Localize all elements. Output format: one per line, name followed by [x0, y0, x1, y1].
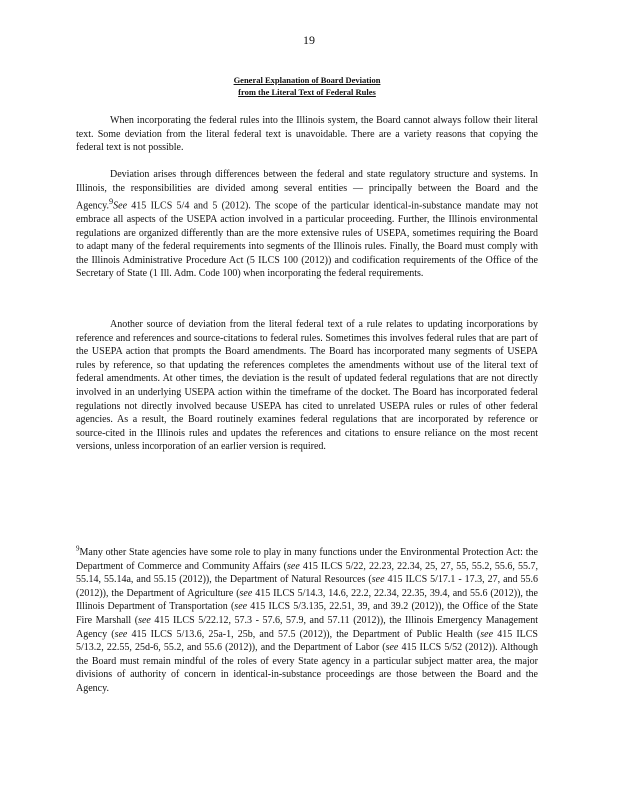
section-heading [198, 74, 416, 98]
footnote-see: see [286, 560, 300, 572]
paragraph-2-rest: The scope of the particular identical-in-substance mandate may not embrace all aspects of the USEPA action involved in a particular proceeding. Further, the Illinois environmental regulations are organized differently than are the more extensive rules of USEPA, sometimes requiring the Board to adapt many of the federal requirements into segments of the Illinois rules. Finally, the Board must comply with the Illinois Administrative Procedure Act (5 ILCS 100 (2012)) and codification requirements of the Office of the Secretary of State (1 Ill. Adm. Code 100) when incorporating the federal requirements. [76, 200, 538, 280]
footnote-part: 415 ILCS 5/17.1 - 17.3, 27, and 55.6 (2012)), the Department of Agriculture ( [76, 574, 539, 599]
footnote [76, 546, 538, 696]
footnote-see: see [480, 628, 494, 640]
footnote-part: 415 ILCS 5/3.135, 22.51, 39, and 39.2 (2012)), the Office of the State Fire Marshall ( [76, 601, 538, 626]
paragraph-2 [76, 168, 538, 281]
footnote-see: see [138, 614, 151, 626]
paragraph-2-text [76, 168, 538, 281]
footnote-part: 415 ILCS 5/14.3, 14.6, 22.2, 22.34, 22.35, 39.4, and 55.6 (2012)), the Illinois Department of Transportation ( [76, 587, 538, 613]
citation-signal: See [113, 200, 128, 212]
footnote-part: 415 ILCS 5/22.12, 57.3 - 57.6, 57.9, and 57.11 (2012)), the Illinois Emergency Management Agency ( [76, 614, 538, 640]
paragraph-3 [76, 318, 538, 454]
footnote-see: see [385, 642, 399, 654]
paragraph-2-lead: Deviation arises through differences between the federal and state regulatory structure and systems. In Illinois, the responsibilities are divided among several entities — principally between the Board and the Agency. [76, 169, 538, 212]
footnote-see: see [234, 601, 248, 613]
footnote-see: see [239, 587, 253, 599]
footnote-see: see [371, 574, 385, 586]
citation-body: 415 ILCS 5/4 and 5 (2012). [127, 200, 251, 212]
paragraph-1 [76, 114, 538, 155]
footnote-part: 415 ILCS 5/52 (2012)). Although the Board must remain mindful of the roles of every State agency in a particular subject matter area, the major divisions of authority of concern in identical-in-substance proceedings are those between the Board and the Agency. [76, 642, 538, 694]
footnote-part: 415 ILCS 5/13.2, 22.55, 25d-6, 55.2, and 55.6 (2012)), and the Department of Labor ( [76, 628, 538, 654]
footnote-see: see [114, 628, 128, 640]
paragraph-3-text: Another source of deviation from the literal federal text of a rule relates to updating incorporations by reference and references and source-citations to federal rules. Sometimes this involves federal rules that are part of the USEPA action that prompts the Board amendments. The Board has incorporated many segments of USEPA rules by reference, so that updating the references completes the amendments without use of the literal text of federal amendments. At other times, the deviation is the result of updated federal regulations that are not directly involved in an underlying USEPA action within the timeframe of the docket. The Board has incorporated federal regulations not directly involved because USEPA has cited to unrelated USEPA rules or rules of other federal agencies. As a result, the Board routinely examines federal regulations that are incorporated by reference or source-cited in the Illinois rules and updates the references and citations to ensure reliance on the most recent versions, unless incorporation of an earlier version is required. [76, 319, 538, 453]
footnote-part: 415 ILCS 5/13.6, 25a-1, 25b, and 57.5 (2012)), the Department of Public Health ( [127, 628, 481, 640]
footnote-marker: 9 [76, 544, 80, 553]
section-heading-line-1: General Explanation of Board Deviation [233, 75, 381, 85]
footnote-part: 415 ILCS 5/22, 22.23, 22.34, 25, 27, 55, 55.2, 55.6, 55.7, 55.14, 55.14a, and 55.15 (2012)), the Department of Natural Resources ( [76, 560, 539, 586]
footnote-reference: 9 [108, 197, 114, 207]
paragraph-1-text: When incorporating the federal rules into the Illinois system, the Board cannot always follow their literal text. Some deviation from the literal federal text is unavoidable. There are a variety reasons that copying the federal text is not possible. [76, 115, 538, 154]
section-heading-line-2: from the Literal Text of Federal Rules [238, 87, 376, 97]
page-number: 19 [303, 33, 315, 47]
footnote-text [76, 546, 538, 696]
footnote-part: Many other State agencies have some role to play in many functions under the Environmental Protection Act: the Department of Commerce and Community Affairs ( [76, 547, 538, 572]
